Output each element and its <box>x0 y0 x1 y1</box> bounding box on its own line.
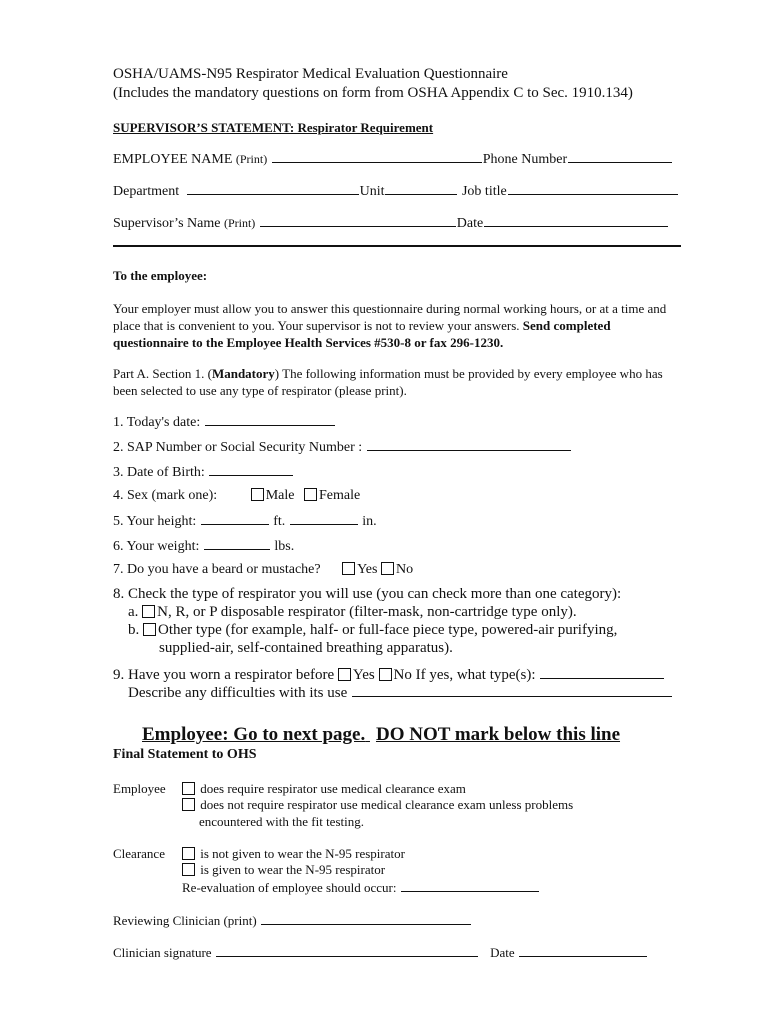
difficulties-field[interactable] <box>352 684 672 697</box>
worn-no-label: No If yes, what type(s): <box>393 667 536 683</box>
beard-no-checkbox[interactable] <box>381 562 394 575</box>
option-a-label: a. <box>128 604 139 620</box>
reviewing-clinician-label: Reviewing Clinician (print) <box>113 913 257 928</box>
lbs-label: lbs. <box>274 539 295 554</box>
phone-field[interactable] <box>568 150 672 163</box>
question-3 <box>113 463 294 481</box>
question-9-describe <box>128 684 673 702</box>
question-6 <box>113 537 294 555</box>
reviewing-clinician-row <box>113 912 472 929</box>
worn-yes-label: Yes <box>352 667 375 683</box>
dob-field[interactable] <box>209 463 293 476</box>
require-exam-label: does require respirator use medical clearance exam <box>200 781 466 796</box>
form-subtitle: (Includes the mandatory questions on form from OSHA Appendix C to Sec. 1910.134) <box>113 85 633 101</box>
signature-date-label: Date <box>490 945 515 960</box>
reevaluation-row <box>182 879 540 896</box>
not-require-exam-checkbox[interactable] <box>182 798 195 811</box>
question-5-label: 5. Your height: <box>113 514 197 529</box>
other-respirator-label: Other type (for example, half- or full-face piece type, powered-air purifying, <box>158 622 618 638</box>
supervisor-name-label: Supervisor’s Name <box>113 216 221 231</box>
height-in-field[interactable] <box>290 512 358 525</box>
question-7-label: 7. Do you have a beard or mustache? <box>113 562 321 577</box>
not-require-exam-option <box>182 797 573 813</box>
reviewing-clinician-field[interactable] <box>261 912 471 925</box>
option-b-label: b. <box>128 622 140 638</box>
require-exam-option <box>182 781 466 797</box>
supervisor-name-field[interactable] <box>260 214 456 227</box>
reevaluation-label: Re-evaluation of employee should occur: <box>182 880 397 895</box>
question-4 <box>113 488 360 504</box>
ssn-field[interactable] <box>367 438 571 451</box>
instructions-text: Your employer must allow you to answer this questionnaire during normal working hours, or at a time and place that is convenient to you. Your supervisor is not to review your answers. <box>113 301 667 333</box>
employee-label: Employee <box>113 781 166 796</box>
not-given-checkbox[interactable] <box>182 847 195 860</box>
department-field[interactable] <box>187 182 359 195</box>
section-divider <box>113 245 681 247</box>
employee-name-label: EMPLOYEE NAME <box>113 152 233 167</box>
question-3-label: 3. Date of Birth: <box>113 465 205 480</box>
not-given-option <box>182 846 405 862</box>
not-require-exam-label: does not require respirator use medical clearance exam unless problems <box>200 797 574 812</box>
supervisor-date-field[interactable] <box>484 214 668 227</box>
todays-date-field[interactable] <box>205 413 335 426</box>
question-2-label: 2. SAP Number or Social Security Number : <box>113 440 363 455</box>
employee-name-field[interactable] <box>272 150 482 163</box>
form-title: OSHA/UAMS-N95 Respirator Medical Evaluation Questionnaire <box>113 66 508 82</box>
supervisor-name-row <box>113 214 669 232</box>
question-8a <box>128 604 577 621</box>
question-9 <box>113 666 665 684</box>
require-exam-checkbox[interactable] <box>182 782 195 795</box>
disposable-respirator-checkbox[interactable] <box>142 605 155 618</box>
instructions-paragraph <box>113 300 688 351</box>
question-6-label: 6. Your weight: <box>113 539 200 554</box>
question-8b <box>128 622 617 639</box>
instructions-send-text: Send completed questionnaire to the Employee Health Services #530-8 or fax 296-1230. <box>113 318 611 350</box>
job-title-label: Job title <box>461 184 507 199</box>
unit-field[interactable] <box>385 182 457 195</box>
part-a-paragraph <box>113 365 688 399</box>
worn-yes-checkbox[interactable] <box>338 668 351 681</box>
employee-name-row <box>113 150 673 168</box>
date-label: Date <box>456 216 484 231</box>
department-label: Department <box>113 184 180 199</box>
supervisor-heading: SUPERVISOR’S STATEMENT: Respirator Requirement <box>113 120 434 135</box>
beard-no-label: No <box>395 562 414 577</box>
given-label: is given to wear the N-95 respirator <box>200 862 386 877</box>
height-ft-field[interactable] <box>201 512 269 525</box>
given-checkbox[interactable] <box>182 863 195 876</box>
go-next-text: Employee: Go to next page. <box>142 724 366 745</box>
weight-field[interactable] <box>204 537 270 550</box>
female-checkbox[interactable] <box>304 488 317 501</box>
question-4-label: 4. Sex (mark one): <box>113 488 218 503</box>
part-a-pre: Part A. Section 1. ( <box>113 366 212 381</box>
describe-label: Describe any difficulties with its use <box>128 685 348 701</box>
other-respirator-label-2: supplied-air, self-contained breathing apparatus). <box>159 640 453 656</box>
job-title-field[interactable] <box>508 182 678 195</box>
question-9-label: 9. Have you worn a respirator before <box>113 667 335 683</box>
clinician-signature-label: Clinician signature <box>113 945 212 960</box>
female-label: Female <box>318 488 361 503</box>
in-label: in. <box>362 514 377 529</box>
clinician-signature-field[interactable] <box>216 944 478 957</box>
question-7 <box>113 562 413 578</box>
part-a-post: ) The following information must be provided by every employee who has been selected to use any type of respirator (please print). <box>113 366 663 398</box>
reevaluation-field[interactable] <box>401 879 539 892</box>
go-next-page-banner <box>142 724 620 746</box>
male-label: Male <box>265 488 295 503</box>
male-checkbox[interactable] <box>251 488 264 501</box>
clearance-label: Clearance <box>113 846 165 861</box>
beard-yes-label: Yes <box>357 562 378 577</box>
worn-no-checkbox[interactable] <box>379 668 392 681</box>
question-5 <box>113 512 377 530</box>
final-statement-heading: Final Statement to OHS <box>113 747 257 762</box>
signature-date-field[interactable] <box>519 944 647 957</box>
employee-heading: To the employee: <box>113 268 208 283</box>
do-not-mark-text: DO NOT mark below this line <box>375 724 621 745</box>
department-row <box>113 182 679 200</box>
disposable-respirator-label: N, R, or P disposable respirator (filter-mask, non-cartridge type only). <box>157 604 577 620</box>
other-respirator-checkbox[interactable] <box>143 623 156 636</box>
clinician-signature-row <box>113 944 648 961</box>
question-2 <box>113 438 572 456</box>
ft-label: ft. <box>273 514 286 529</box>
print-hint: (Print) <box>235 152 268 166</box>
part-a-mandatory: Mandatory <box>211 366 275 381</box>
not-require-exam-label-2: encountered with the fit testing. <box>199 814 364 829</box>
given-option <box>182 862 385 878</box>
not-given-label: is not given to wear the N-95 respirator <box>200 846 405 861</box>
print-hint: (Print) <box>223 216 256 230</box>
question-1 <box>113 413 336 431</box>
question-1-label: 1. Today's date: <box>113 415 201 430</box>
unit-label: Unit <box>359 184 385 199</box>
beard-yes-checkbox[interactable] <box>342 562 355 575</box>
respirator-type-field[interactable] <box>540 666 664 679</box>
question-8-label: 8. Check the type of respirator you will use (you can check more than one category): <box>113 586 622 602</box>
phone-label: Phone Number <box>482 152 568 167</box>
